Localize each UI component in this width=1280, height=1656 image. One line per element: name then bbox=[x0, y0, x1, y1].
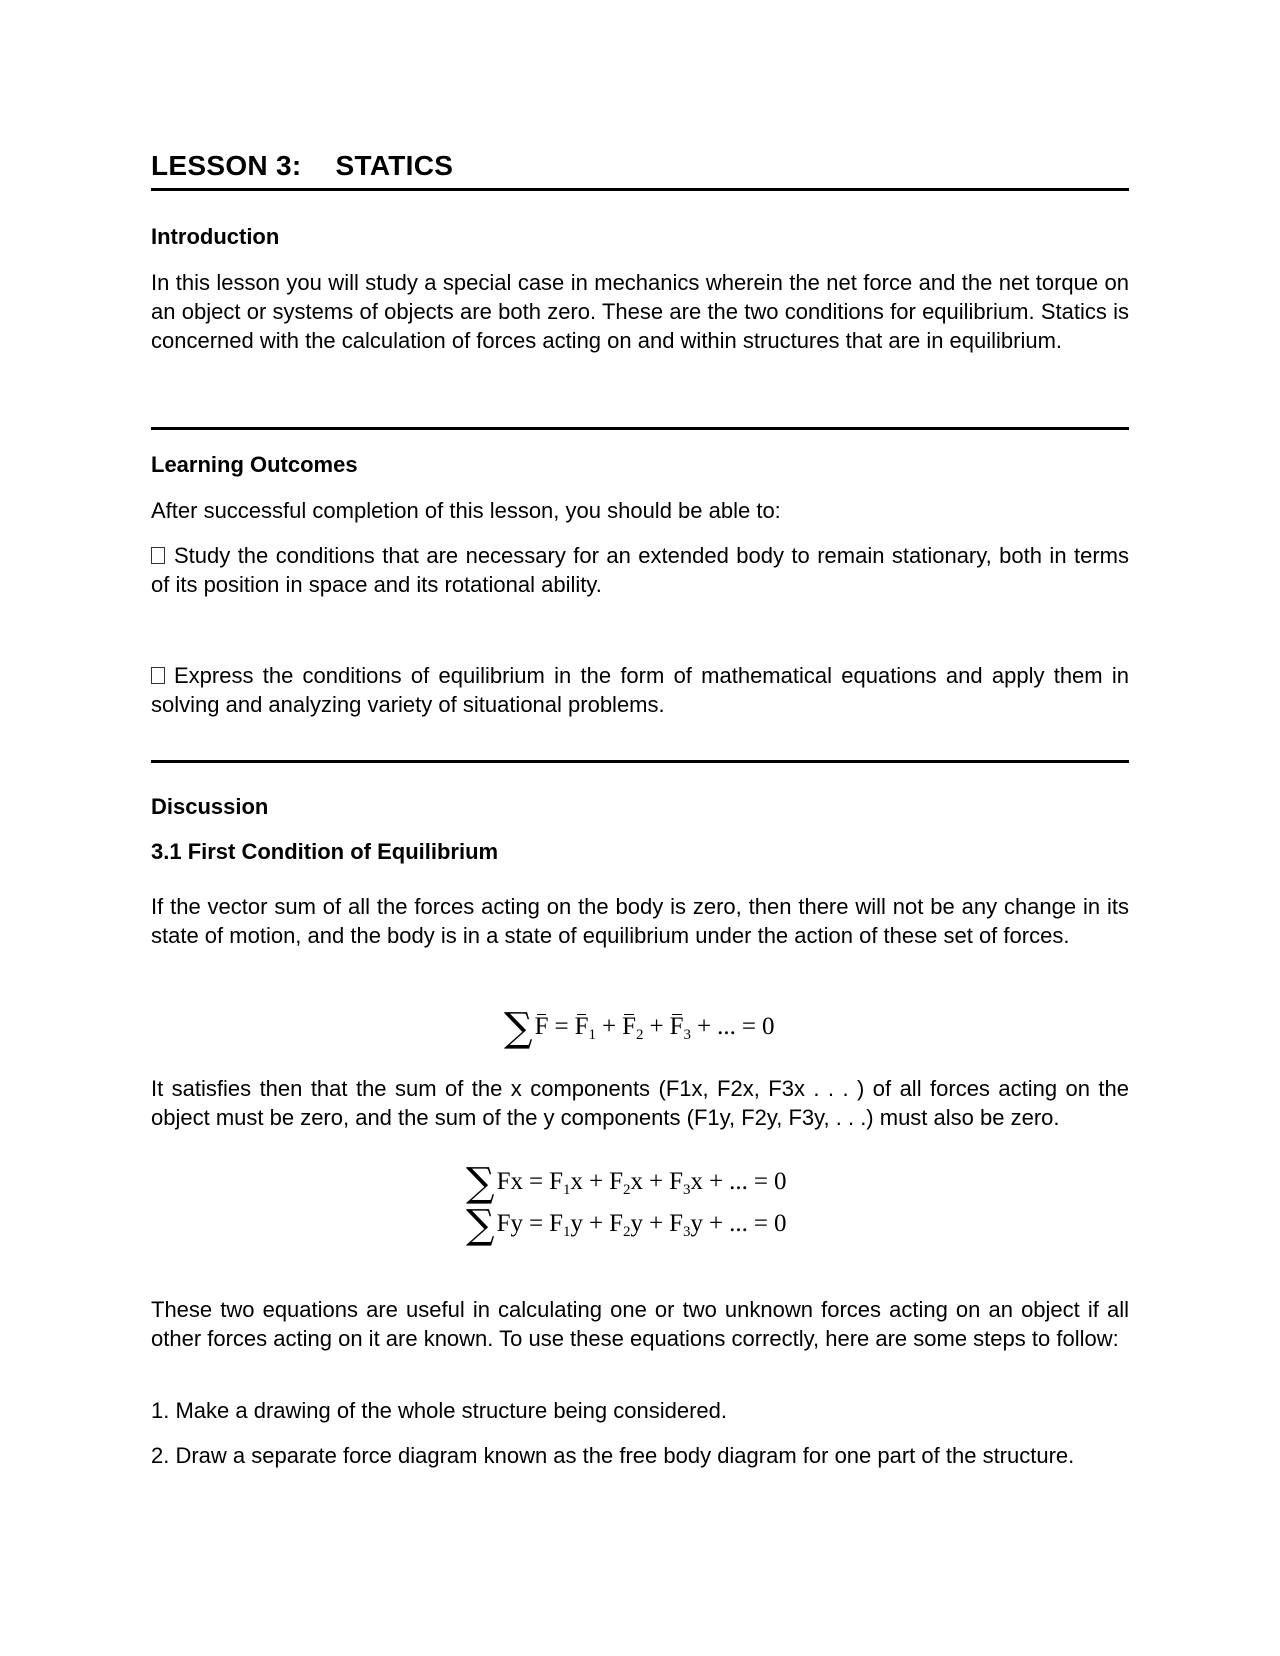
lesson-title bbox=[151, 150, 453, 182]
sigma-icon: ∑ bbox=[466, 1202, 495, 1248]
introduction-text: In this lesson you will study a special case in mechanics wherein the net force and the net torque on an object or systems of objects are both zero. These are the two conditions for equilibrium. Statics is concerned with the calculation of forces acting on and within structures that are in equilibrium. bbox=[151, 270, 1129, 353]
outcome-item-text: Express the conditions of equilibrium in the form of mathematical equations and apply them in solving and analyzing variety of situational problems. bbox=[151, 663, 1129, 717]
step-item-1: 1. Make a drawing of the whole structure being considered. bbox=[151, 1398, 727, 1423]
title-rule bbox=[151, 188, 1129, 191]
sigma-icon: ∑ bbox=[466, 1160, 495, 1206]
outcome-item-2 bbox=[151, 661, 1129, 719]
step-item-2: 2. Draw a separate force diagram known as the free body diagram for one part of the structure. bbox=[151, 1443, 1075, 1468]
equation-sum-y: $\sum Fy = F_1y + F_2y + F_3y$ + ... = 0 bbox=[466, 1202, 787, 1248]
introduction-heading: Introduction bbox=[151, 224, 280, 249]
sigma-icon: ∑ bbox=[504, 1005, 533, 1051]
lesson-name: STATICS bbox=[335, 150, 454, 181]
discussion-heading: Discussion bbox=[151, 794, 269, 819]
discussion-paragraph-3: These two equations are useful in calculating one or two unknown forces acting on an object if all other forces acting on it are known. To use these equations correctly, here are some steps to follow: bbox=[151, 1297, 1129, 1351]
first-condition-heading: 3.1 First Condition of Equilibrium bbox=[151, 839, 499, 864]
outcome-item-text: Study the conditions that are necessary for an extended body to remain stationary, both in terms of its position in space and its rotational ability. bbox=[151, 543, 1129, 597]
bullet-box-icon bbox=[151, 667, 165, 684]
bullet-box-icon bbox=[151, 547, 165, 564]
section-divider-2 bbox=[151, 760, 1129, 763]
equation-sum-x: $\sum Fx = F_1x + F_2x + F_3x$ + ... = 0 bbox=[466, 1160, 787, 1206]
equation-vector-sum: $\sum F = F_1 + F_2 + F_3$ + ... = 0 bbox=[504, 1005, 775, 1051]
learning-outcomes-lead: After successful completion of this lesson, you should be able to: bbox=[151, 498, 781, 523]
discussion-paragraph-1: If the vector sum of all the forces acting on the body is zero, then there will not be any change in its state of motion, and the body is in a state of equilibrium under the action of these set of forces. bbox=[151, 894, 1129, 948]
lesson-number: LESSON 3: bbox=[151, 150, 302, 181]
outcome-item-1 bbox=[151, 541, 1129, 599]
discussion-paragraph-2: It satisfies then that the sum of the x components (F1x, F2x, F3x . . . ) of all forces acting on the object must be zero, and the sum of the y components (F1y, F2y, F3y, . . .) must also be zero. bbox=[151, 1076, 1129, 1130]
section-divider-1 bbox=[151, 427, 1129, 430]
learning-outcomes-heading: Learning Outcomes bbox=[151, 452, 358, 477]
